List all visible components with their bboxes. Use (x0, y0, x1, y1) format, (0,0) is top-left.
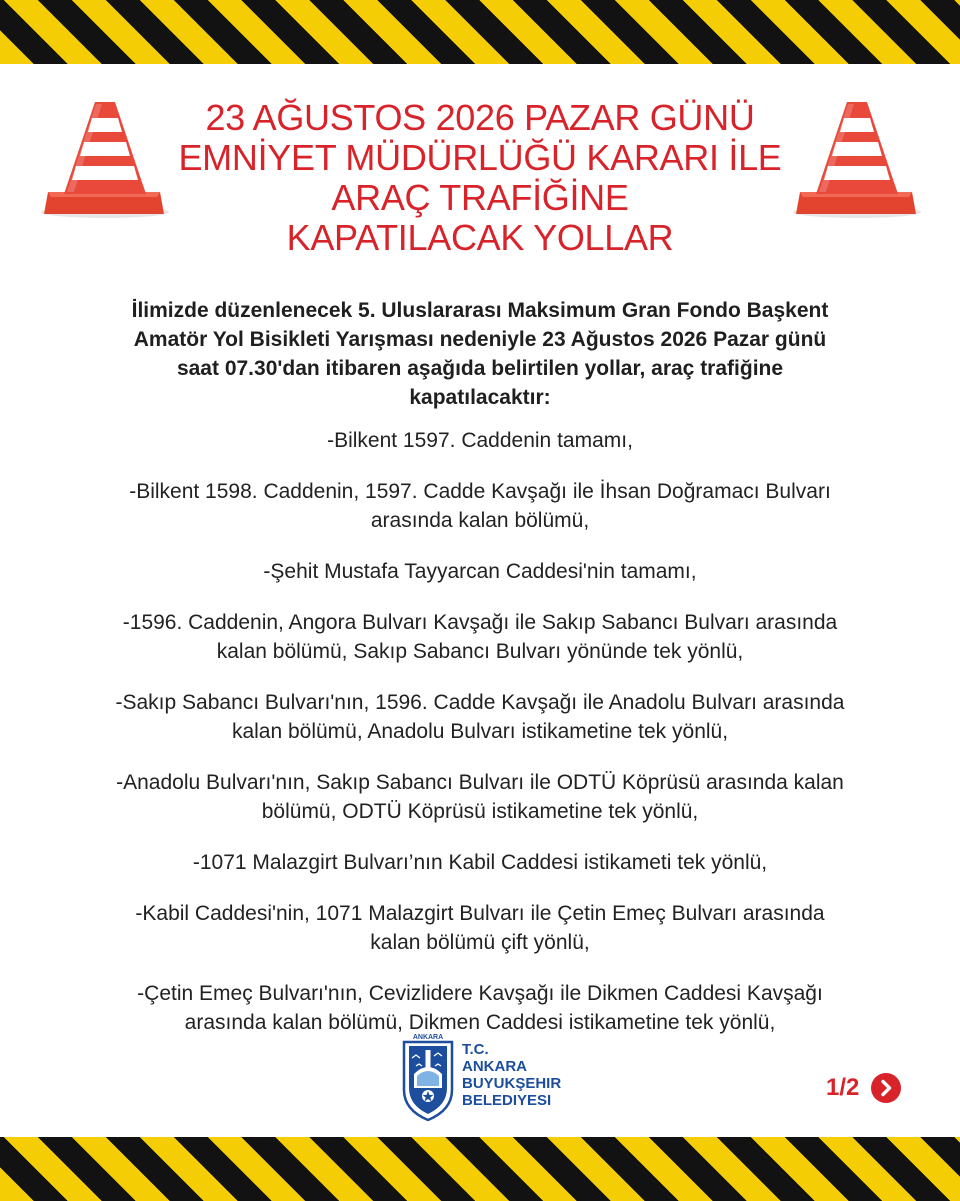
logo-line: T.C. (462, 1041, 489, 1058)
road-line: bölümü, ODTÜ Köprüsü istikametine tek yönlü, (261, 800, 699, 823)
list-item (70, 768, 890, 826)
traffic-cone-icon (792, 98, 922, 220)
road-line: arasında kalan bölümü, (370, 509, 590, 532)
list-item (70, 426, 890, 455)
intro-line: kapatılacaktır: (409, 386, 551, 409)
logo-emblem-text: ANKARA (412, 1034, 444, 1041)
ankara-logo-emblem (400, 1030, 456, 1122)
road-line: -Şehit Mustafa Tayyarcan Caddesi'nin tamamı, (263, 560, 697, 583)
page-title (160, 98, 800, 258)
chevron-right-circle-icon[interactable] (871, 1073, 901, 1103)
intro-line: İlimizde düzenlenecek 5. Uluslararası Maksimum Gran Fondo Başkent (131, 299, 829, 322)
hazard-stripe-bottom (0, 1137, 960, 1201)
intro-line: saat 07.30'dan itibaren aşağıda belirtilen yollar, araç trafiğine (176, 357, 784, 380)
road-line: -Bilkent 1597. Caddenin tamamı, (327, 429, 633, 452)
logo-wordmark (462, 1041, 561, 1109)
traffic-cone-icon (40, 98, 170, 220)
logo-line: BELEDIYESI (462, 1092, 552, 1109)
road-line: -Çetin Emeç Bulvarı'nın, Cevizlidere Kavşağı ile Dikmen Caddesi Kavşağı (137, 982, 823, 1005)
title-line: 23 AĞUSTOS 2026 PAZAR GÜNÜ (205, 97, 755, 138)
logo-line: BUYUKŞEHIR (462, 1075, 562, 1092)
title-line: EMNİYET MÜDÜRLÜĞÜ KARARI İLE (178, 137, 782, 178)
list-item (70, 477, 890, 535)
road-line: -1071 Malazgirt Bulvarı’nın Kabil Caddesi istikameti tek yönlü, (192, 851, 768, 874)
list-item (70, 688, 890, 746)
logo-line: ANKARA (462, 1058, 527, 1075)
intro-line: Amatör Yol Bisikleti Yarışması nedeniyle 23 Ağustos 2026 Pazar günü (133, 328, 827, 351)
road-line: -1596. Caddenin, Angora Bulvarı Kavşağı ile Sakıp Sabancı Bulvarı arasında (122, 611, 838, 634)
title-line: ARAÇ TRAFİĞİNE (331, 177, 629, 218)
title-line: KAPATILACAK YOLLAR (286, 217, 674, 258)
road-line: kalan bölümü, Sakıp Sabancı Bulvarı yönünde tek yönlü, (216, 640, 744, 663)
road-line: -Sakıp Sabancı Bulvarı'nın, 1596. Cadde Kavşağı ile Anadolu Bulvarı arasında (115, 691, 845, 714)
list-item (70, 848, 890, 877)
list-item (70, 608, 890, 666)
page-number: 1/2 (826, 1074, 860, 1101)
road-line: -Bilkent 1598. Caddenin, 1597. Cadde Kavşağı ile İhsan Doğramacı Bulvarı (129, 480, 831, 503)
road-line: arasında kalan bölümü, Dikmen Caddesi istikametine tek yönlü, (184, 1011, 776, 1034)
list-item (70, 899, 890, 957)
hazard-stripe-top (0, 0, 960, 64)
road-line: -Kabil Caddesi'nin, 1071 Malazgirt Bulvarı ile Çetin Emeç Bulvarı arasında (135, 902, 825, 925)
list-item (70, 557, 890, 586)
announcement-intro (80, 296, 880, 412)
ankara-municipality-logo (400, 1030, 570, 1122)
road-line: -Anadolu Bulvarı'nın, Sakıp Sabancı Bulvarı ile ODTÜ Köprüsü arasında kalan (116, 771, 844, 794)
list-item (70, 979, 890, 1037)
pagination (826, 1073, 901, 1103)
closed-roads-list (70, 426, 890, 1059)
road-line: kalan bölümü çift yönlü, (370, 931, 590, 954)
road-line: kalan bölümü, Anadolu Bulvarı istikametine tek yönlü, (231, 720, 729, 743)
